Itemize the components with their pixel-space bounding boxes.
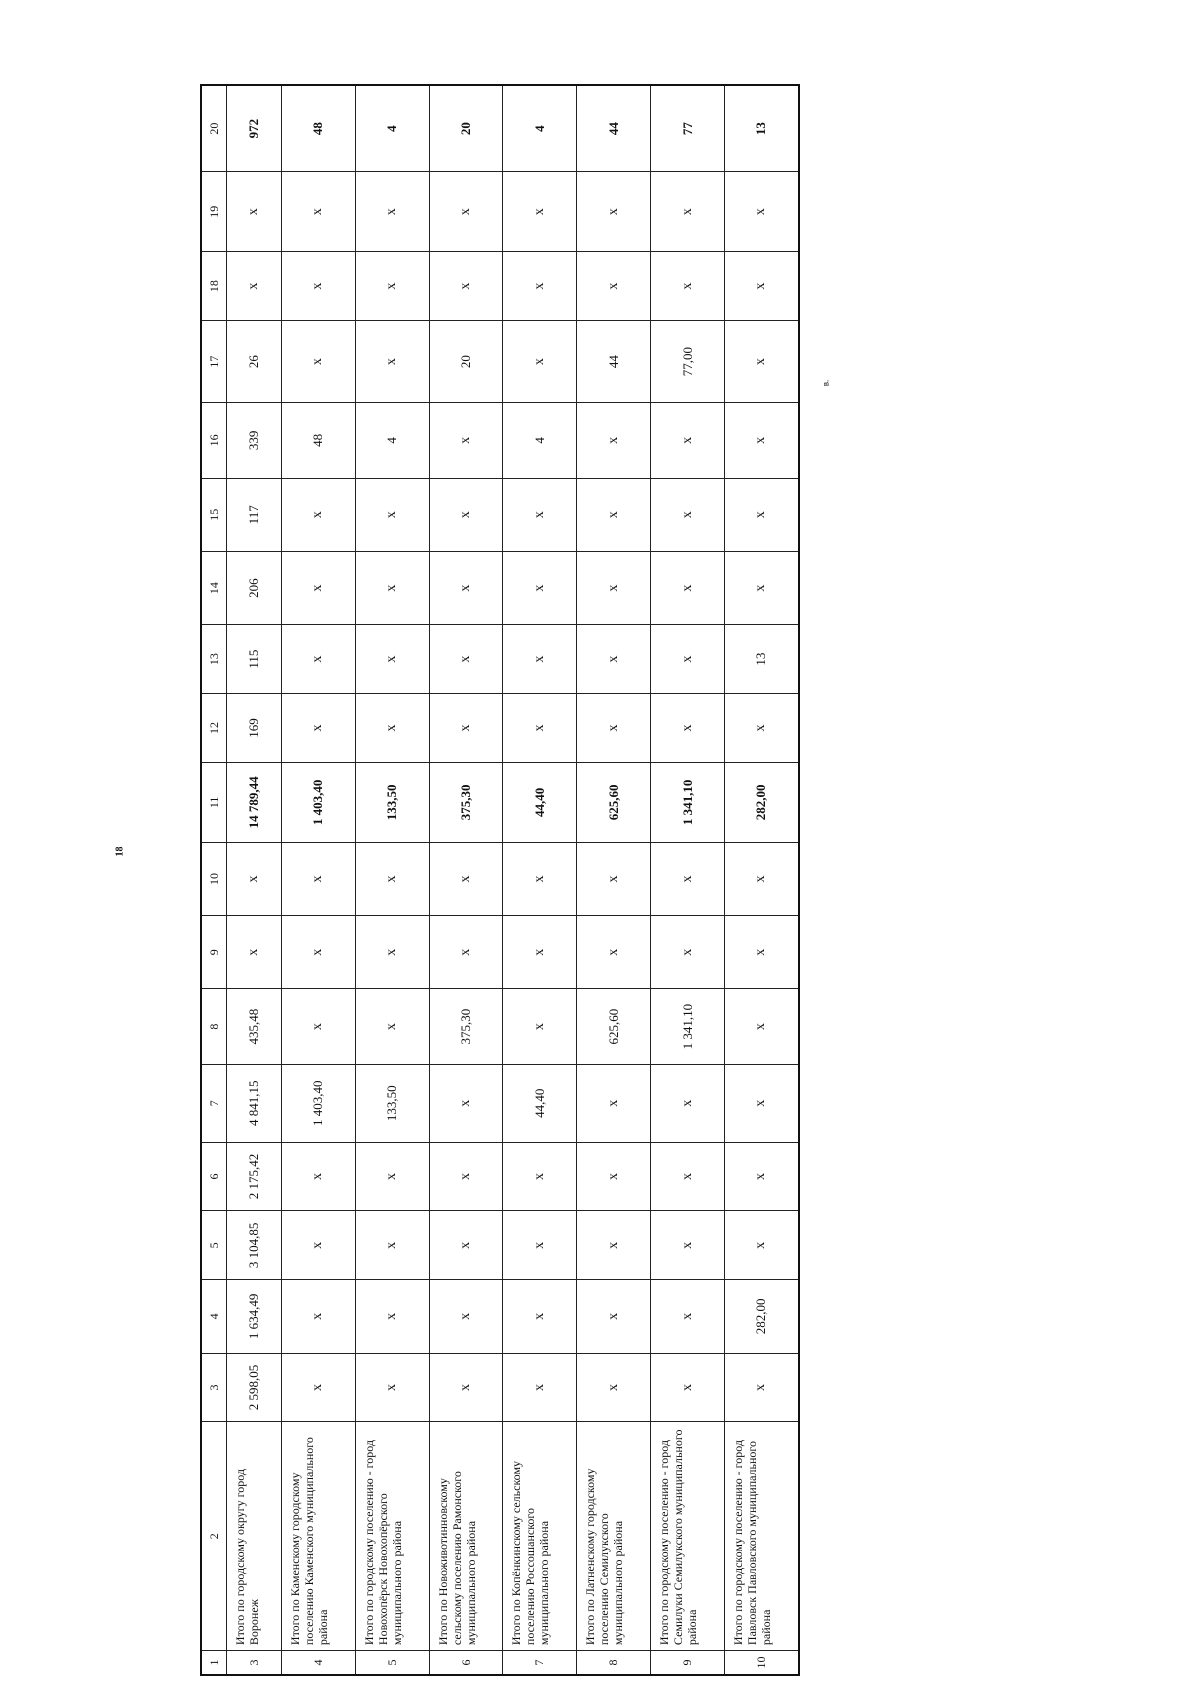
- table-row: [429, 85, 503, 1675]
- value-cell: x: [355, 1353, 429, 1422]
- value-cell: x: [577, 551, 651, 624]
- value-cell: x: [503, 551, 577, 624]
- value-cell: 1 403,40: [282, 1064, 356, 1142]
- value-cell: x: [503, 478, 577, 551]
- value-cell: x: [651, 1353, 725, 1422]
- value-cell: x: [577, 172, 651, 252]
- value-cell: 282,00: [724, 1280, 799, 1353]
- value-cell: x: [577, 916, 651, 989]
- column-header-7: 7: [201, 1064, 227, 1142]
- value-cell: x: [503, 1353, 577, 1422]
- value-cell: 169: [227, 694, 282, 763]
- value-cell: x: [577, 1280, 651, 1353]
- table-row: [724, 85, 799, 1675]
- value-cell: x: [282, 172, 356, 252]
- value-cell: x: [355, 916, 429, 989]
- value-cell: x: [503, 1211, 577, 1280]
- value-cell: 14 789,44: [227, 762, 282, 842]
- value-cell: x: [503, 1142, 577, 1211]
- value-cell: 625,60: [577, 762, 651, 842]
- row-number-cell: 4: [282, 1651, 356, 1675]
- value-cell: x: [355, 625, 429, 694]
- value-cell: x: [651, 1211, 725, 1280]
- column-header-12: 12: [201, 694, 227, 763]
- value-cell: x: [651, 916, 725, 989]
- value-cell: 77,00: [651, 321, 725, 403]
- value-cell: x: [724, 551, 799, 624]
- value-cell: 972: [227, 85, 282, 172]
- value-cell: x: [651, 842, 725, 915]
- value-cell: x: [429, 478, 503, 551]
- row-number-cell: 8: [577, 1651, 651, 1675]
- value-cell: x: [503, 252, 577, 321]
- value-cell: x: [724, 1142, 799, 1211]
- row-label-cell: Итого по городскому округу город Воронеж: [227, 1422, 282, 1651]
- page-number: 18: [114, 846, 126, 857]
- value-cell: x: [355, 1211, 429, 1280]
- value-cell: 375,30: [429, 989, 503, 1065]
- value-cell: x: [282, 989, 356, 1065]
- value-cell: x: [651, 252, 725, 321]
- value-cell: x: [503, 321, 577, 403]
- value-cell: 4 841,15: [227, 1064, 282, 1142]
- row-label-cell: Итого по Каменскому городскому поселению Каменского муниципального района: [282, 1422, 356, 1651]
- value-cell: 206: [227, 551, 282, 624]
- value-cell: x: [577, 842, 651, 915]
- value-cell: 20: [429, 85, 503, 172]
- value-cell: x: [355, 694, 429, 763]
- value-cell: 282,00: [724, 762, 799, 842]
- value-cell: x: [282, 1353, 356, 1422]
- column-header-4: 4: [201, 1280, 227, 1353]
- value-cell: x: [651, 478, 725, 551]
- column-header-5: 5: [201, 1211, 227, 1280]
- column-header-11: 11: [201, 762, 227, 842]
- value-cell: x: [724, 321, 799, 403]
- value-cell: 4: [503, 85, 577, 172]
- column-header-17: 17: [201, 321, 227, 403]
- value-cell: x: [429, 1211, 503, 1280]
- column-header-3: 3: [201, 1353, 227, 1422]
- value-cell: x: [651, 1280, 725, 1353]
- value-cell: x: [503, 625, 577, 694]
- value-cell: x: [577, 1142, 651, 1211]
- value-cell: x: [577, 625, 651, 694]
- value-cell: x: [355, 478, 429, 551]
- value-cell: 117: [227, 478, 282, 551]
- value-cell: x: [282, 694, 356, 763]
- value-cell: x: [227, 916, 282, 989]
- value-cell: x: [282, 1280, 356, 1353]
- table-frame: [200, 84, 800, 1676]
- value-cell: x: [577, 478, 651, 551]
- value-cell: 44: [577, 85, 651, 172]
- value-cell: x: [503, 916, 577, 989]
- value-cell: x: [282, 252, 356, 321]
- row-number-cell: 5: [355, 1651, 429, 1675]
- row-label-cell: Итого по Новоживотинновскому сельскому поселению Рамонского муниципального района: [429, 1422, 503, 1651]
- column-header-1: 1: [201, 1651, 227, 1675]
- value-cell: x: [429, 252, 503, 321]
- value-cell: x: [282, 916, 356, 989]
- header-row: [201, 85, 227, 1675]
- row-label-cell: Итого по городскому поселению - город Семилуки Семилукского муниципального района: [651, 1422, 725, 1651]
- value-cell: x: [355, 842, 429, 915]
- row-number-cell: 3: [227, 1651, 282, 1675]
- value-cell: x: [429, 172, 503, 252]
- table-row: [355, 85, 429, 1675]
- value-cell: 1 634,49: [227, 1280, 282, 1353]
- row-label-cell: Итого по городскому поселению - город Павловск Павловского муниципального района: [724, 1422, 799, 1651]
- value-cell: 44,40: [503, 762, 577, 842]
- column-header-16: 16: [201, 403, 227, 479]
- value-cell: x: [227, 842, 282, 915]
- value-cell: 4: [355, 85, 429, 172]
- value-cell: x: [429, 625, 503, 694]
- value-cell: x: [651, 403, 725, 479]
- value-cell: x: [429, 842, 503, 915]
- value-cell: x: [577, 1064, 651, 1142]
- value-cell: x: [355, 252, 429, 321]
- value-cell: x: [577, 403, 651, 479]
- row-label-cell: Итого по Латненскому городскому поселению Семилукского муниципального района: [577, 1422, 651, 1651]
- value-cell: 13: [724, 85, 799, 172]
- value-cell: 375,30: [429, 762, 503, 842]
- value-cell: 625,60: [577, 989, 651, 1065]
- row-label-cell: Итого по Копёнкинскому сельскому поселению Россошанского муниципального района: [503, 1422, 577, 1651]
- value-cell: x: [651, 1064, 725, 1142]
- row-label-cell: Итого по городскому поселению - город Новохопёрск Новохопёрского муниципального района: [355, 1422, 429, 1651]
- value-cell: x: [282, 478, 356, 551]
- value-cell: x: [282, 1142, 356, 1211]
- column-header-14: 14: [201, 551, 227, 624]
- value-cell: x: [577, 694, 651, 763]
- value-cell: x: [724, 694, 799, 763]
- value-cell: 77: [651, 85, 725, 172]
- table-body: [227, 85, 800, 1675]
- value-cell: 48: [282, 403, 356, 479]
- value-cell: x: [651, 172, 725, 252]
- value-cell: x: [724, 916, 799, 989]
- value-cell: x: [651, 551, 725, 624]
- value-cell: x: [429, 1280, 503, 1353]
- value-cell: x: [429, 1064, 503, 1142]
- table-row: [282, 85, 356, 1675]
- data-table: [200, 84, 800, 1676]
- value-cell: x: [724, 403, 799, 479]
- value-cell: x: [503, 989, 577, 1065]
- value-cell: x: [355, 321, 429, 403]
- value-cell: x: [355, 551, 429, 624]
- value-cell: 1 341,10: [651, 762, 725, 842]
- value-cell: x: [429, 1142, 503, 1211]
- column-header-13: 13: [201, 625, 227, 694]
- value-cell: x: [429, 1353, 503, 1422]
- value-cell: x: [724, 842, 799, 915]
- value-cell: x: [429, 403, 503, 479]
- value-cell: x: [227, 252, 282, 321]
- value-cell: 1 403,40: [282, 762, 356, 842]
- value-cell: 339: [227, 403, 282, 479]
- value-cell: x: [227, 172, 282, 252]
- value-cell: x: [724, 478, 799, 551]
- value-cell: x: [651, 1142, 725, 1211]
- value-cell: 435,48: [227, 989, 282, 1065]
- column-header-2: 2: [201, 1422, 227, 1651]
- value-cell: x: [724, 172, 799, 252]
- value-cell: x: [724, 1211, 799, 1280]
- value-cell: x: [577, 252, 651, 321]
- value-cell: 20: [429, 321, 503, 403]
- value-cell: 1 341,10: [651, 989, 725, 1065]
- column-header-6: 6: [201, 1142, 227, 1211]
- value-cell: x: [429, 551, 503, 624]
- value-cell: x: [355, 1280, 429, 1353]
- rotated-table-canvas: [200, 84, 800, 1676]
- column-header-8: 8: [201, 989, 227, 1065]
- row-number-cell: 6: [429, 1651, 503, 1675]
- row-number-cell: 10: [724, 1651, 799, 1675]
- value-cell: x: [577, 1353, 651, 1422]
- value-cell: x: [355, 172, 429, 252]
- row-number-cell: 7: [503, 1651, 577, 1675]
- value-cell: x: [503, 842, 577, 915]
- value-cell: x: [724, 1353, 799, 1422]
- value-cell: x: [355, 989, 429, 1065]
- value-cell: x: [724, 1064, 799, 1142]
- column-header-18: 18: [201, 252, 227, 321]
- table-row: [577, 85, 651, 1675]
- value-cell: x: [724, 989, 799, 1065]
- value-cell: 4: [355, 403, 429, 479]
- table-row: [651, 85, 725, 1675]
- table-row: [503, 85, 577, 1675]
- value-cell: x: [577, 1211, 651, 1280]
- value-cell: x: [282, 321, 356, 403]
- table-row: [227, 85, 282, 1675]
- value-cell: x: [355, 1142, 429, 1211]
- value-cell: x: [503, 694, 577, 763]
- value-cell: 48: [282, 85, 356, 172]
- value-cell: 2 598,05: [227, 1353, 282, 1422]
- value-cell: 13: [724, 625, 799, 694]
- value-cell: 44: [577, 321, 651, 403]
- value-cell: 115: [227, 625, 282, 694]
- value-cell: 3 104,85: [227, 1211, 282, 1280]
- column-header-10: 10: [201, 842, 227, 915]
- value-cell: 2 175,42: [227, 1142, 282, 1211]
- value-cell: x: [429, 916, 503, 989]
- value-cell: x: [282, 1211, 356, 1280]
- value-cell: x: [724, 252, 799, 321]
- value-cell: x: [503, 1280, 577, 1353]
- value-cell: x: [282, 842, 356, 915]
- stray-mark: в.: [820, 379, 831, 387]
- value-cell: 133,50: [355, 762, 429, 842]
- column-header-19: 19: [201, 172, 227, 252]
- value-cell: 26: [227, 321, 282, 403]
- value-cell: x: [429, 694, 503, 763]
- column-header-15: 15: [201, 478, 227, 551]
- column-header-20: 20: [201, 85, 227, 172]
- value-cell: x: [503, 172, 577, 252]
- value-cell: 133,50: [355, 1064, 429, 1142]
- value-cell: x: [282, 551, 356, 624]
- row-number-cell: 9: [651, 1651, 725, 1675]
- column-header-9: 9: [201, 916, 227, 989]
- value-cell: x: [651, 694, 725, 763]
- value-cell: x: [282, 625, 356, 694]
- value-cell: 44,40: [503, 1064, 577, 1142]
- value-cell: 4: [503, 403, 577, 479]
- value-cell: x: [651, 625, 725, 694]
